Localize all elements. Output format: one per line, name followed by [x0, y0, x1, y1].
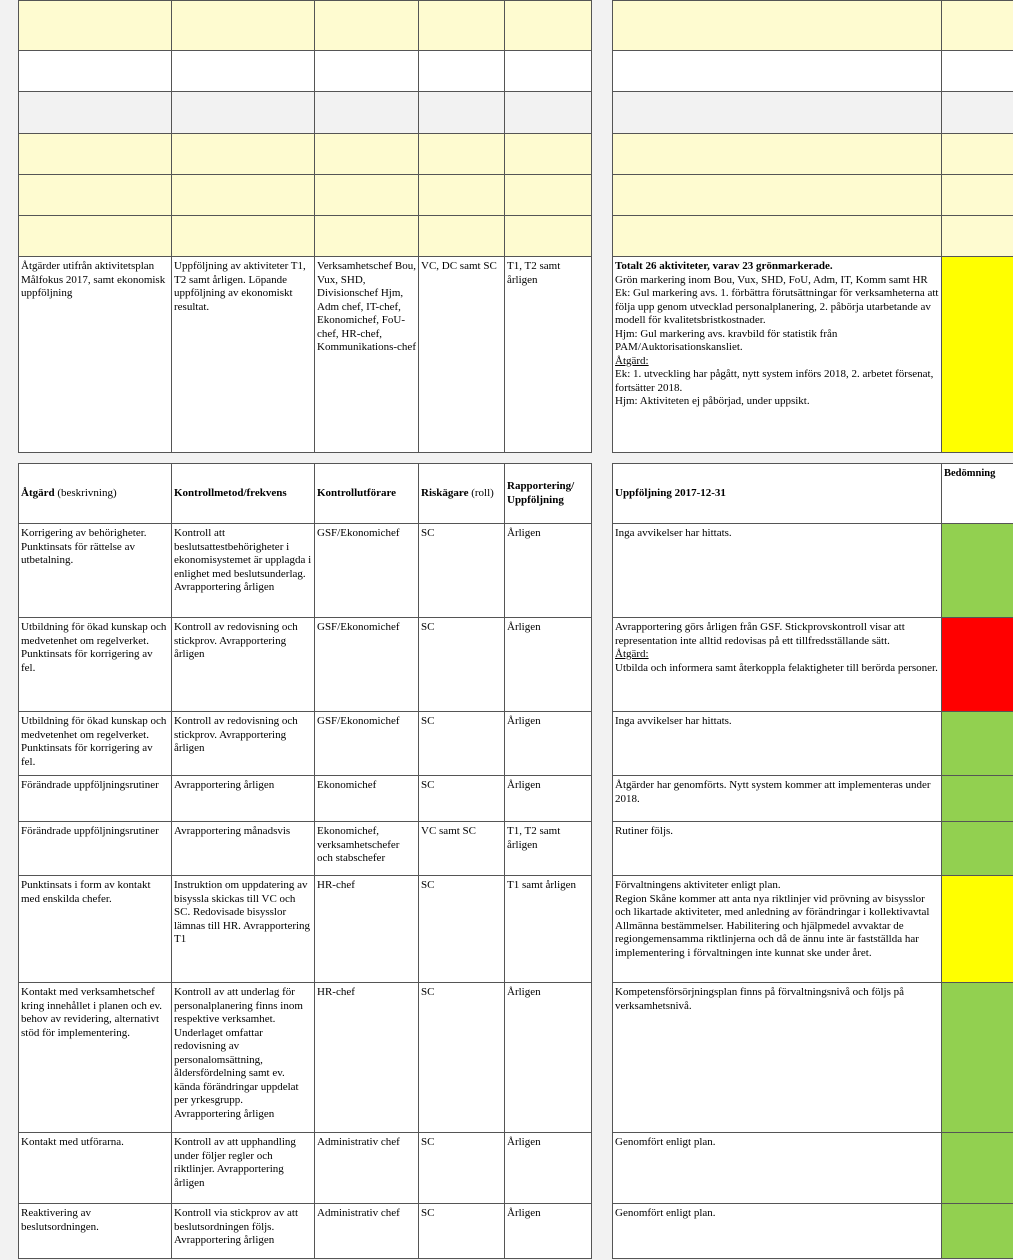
table-row [613, 524, 1013, 618]
cell-uppfoljning [613, 776, 942, 822]
top-rapportering: T1, T2 samt årligen [505, 257, 592, 453]
table-row [613, 983, 1013, 1133]
band-row-2-right [613, 51, 1013, 92]
top-uppfoljning-atgard-line: Hjm: Aktiviteten ej påbörjad, under uppsikt. [615, 395, 810, 407]
cell-kontrollutforare: HR-chef [315, 876, 419, 983]
cell-kontrollmetod: Kontroll att beslutsattestbehörigheter i ekonomisystemet är upplagda i enlighet med beslutsunderlag. Avrapportering årligen [172, 524, 315, 618]
right-top-grid [612, 0, 1013, 453]
table-row [613, 1204, 1013, 1259]
top-uppfoljning-atgard-line: Ek: 1. utveckling har pågått, nytt system införs 2018, 2. arbetet försenat, fortsätter 2018. [615, 368, 934, 394]
cell-kontrollutforare: GSF/Ekonomichef [315, 524, 419, 618]
cell-kontrollmetod: Avrapportering månadsvis [172, 822, 315, 876]
cell-rapportering: T1 samt årligen [505, 876, 592, 983]
table-row [613, 822, 1013, 876]
cell-kontrollutforare: Administrativ chef [315, 1204, 419, 1259]
band-row-1 [19, 1, 592, 51]
cell-atgard: Korrigering av behörigheter. Punktinsats för rättelse av utbetalning. [19, 524, 172, 618]
uppfoljning-text: Åtgärder har genomförts. Nytt system kommer att implementeras under 2018. [615, 779, 931, 805]
bedomning-swatch [942, 618, 1013, 712]
uppfoljning-text: Kompetensförsörjningsplan finns på förvaltningsnivå och följs på verksamhetsnivå. [615, 986, 905, 1012]
table-row [19, 822, 592, 876]
uppfoljning-text: Avrapportering görs årligen från GSF. Stickprovskontroll visar att representation inte alltid redovisas på ett tillfredsställande sätt. [615, 621, 905, 647]
cell-rapportering: Årligen [505, 776, 592, 822]
cell-kontrollmetod: Avrapportering årligen [172, 776, 315, 822]
cell-kontrollutforare: Ekonomichef [315, 776, 419, 822]
header-atgard-bold: Åtgärd [21, 486, 55, 499]
bedomning-swatch [942, 712, 1013, 776]
table-row [613, 876, 1013, 983]
band-row-2 [19, 51, 592, 92]
top-uppfoljning-line: Hjm: Gul markering avs. kravbild för statistik från PAM/Auktorisationskansliet. [615, 327, 838, 353]
right-rows [613, 524, 1013, 1259]
cell-uppfoljning [613, 983, 942, 1133]
cell-atgard: Förändrade uppföljningsrutiner [19, 822, 172, 876]
cell-riskagare: SC [419, 876, 505, 983]
header-rapportering: Rapportering/ Uppföljning [505, 464, 592, 524]
cell-atgard: Reaktivering av beslutsordningen. [19, 1204, 172, 1259]
cell-uppfoljning [613, 1204, 942, 1259]
top-bedomning-swatch [942, 257, 1013, 453]
header-atgard [19, 464, 172, 524]
bedomning-swatch [942, 822, 1013, 876]
cell-kontrollmetod: Instruktion om uppdatering av bisyssla skickas till VC och SC. Redovisade bisysslor lämnas till HR. Avrapportering T1 [172, 876, 315, 983]
cell-uppfoljning [613, 876, 942, 983]
band-row-3-right [613, 92, 1013, 134]
top-data-row [19, 257, 592, 453]
table-row [613, 776, 1013, 822]
uppfoljning-atgard-text: Utbilda och informera samt återkoppla felaktigheter till berörda personer. [615, 661, 938, 674]
table-row [613, 618, 1013, 712]
header-atgard-rest: (beskrivning) [54, 486, 117, 499]
top-uppfoljning-heading: Totalt 26 aktiviteter, varav 23 grönmarkerade. [615, 260, 833, 272]
band-row-5-right [613, 175, 1013, 216]
header-kontrollmetod: Kontrollmetod/frekvens [172, 464, 315, 524]
top-uppfoljning-atgard-label: Åtgärd: [615, 354, 649, 367]
cell-rapportering: Årligen [505, 1204, 592, 1259]
cell-atgard: Kontakt med utförarna. [19, 1133, 172, 1204]
cell-uppfoljning [613, 1133, 942, 1204]
right-main-table [612, 463, 1013, 1259]
left-main-table [18, 463, 591, 1259]
top-uppfoljning-row [613, 257, 1013, 453]
header-kontrollutforare: Kontrollutförare [315, 464, 419, 524]
table-row [19, 776, 592, 822]
header-uppfoljning: Uppföljning 2017-12-31 [613, 464, 942, 524]
cell-kontrollutforare: HR-chef [315, 983, 419, 1133]
band-row-6-right [613, 216, 1013, 257]
band-row-5 [19, 175, 592, 216]
uppfoljning-atgard-label: Åtgärd: [615, 648, 649, 660]
bedomning-swatch [942, 1204, 1013, 1259]
uppfoljning-text: Genomfört enligt plan. [615, 1136, 716, 1148]
right-top-table [612, 0, 1013, 453]
cell-riskagare: SC [419, 1133, 505, 1204]
cell-uppfoljning [613, 822, 942, 876]
left-top-table [18, 0, 591, 453]
top-kontrollmetod: Uppföljning av aktiviteter T1, T2 samt årligen. Löpande uppföljning av ekonomiskt resultat. [172, 257, 315, 453]
cell-riskagare: SC [419, 712, 505, 776]
band-row-4-right [613, 134, 1013, 175]
band-row-1-right [613, 1, 1013, 51]
table-row [19, 1204, 592, 1259]
table-row [19, 1133, 592, 1204]
header-row [19, 464, 592, 524]
band-row-6 [19, 216, 592, 257]
table-row [613, 712, 1013, 776]
cell-rapportering: Årligen [505, 983, 592, 1133]
cell-atgard: Förändrade uppföljningsrutiner [19, 776, 172, 822]
cell-atgard: Kontakt med verksamhetschef kring innehållet i planen och ev. behov av revidering, alternativt stöd för implementering. [19, 983, 172, 1133]
bedomning-swatch [942, 983, 1013, 1133]
cell-kontrollmetod: Kontroll av redovisning och stickprov. Avrapportering årligen [172, 618, 315, 712]
cell-kontrollmetod: Kontroll via stickprov av att beslutsordningen följs. Avrapportering årligen [172, 1204, 315, 1259]
top-kontrollutforare: Verksamhetschef Bou, Vux, SHD, Divisionschef Hjm, Adm chef, IT-chef, Ekonomichef, FoU-chef, HR-chef, Kommunikations-chef [315, 257, 419, 453]
bedomning-swatch [942, 1133, 1013, 1204]
table-row [19, 712, 592, 776]
cell-uppfoljning [613, 712, 942, 776]
bedomning-swatch [942, 524, 1013, 618]
cell-kontrollutforare: Administrativ chef [315, 1133, 419, 1204]
cell-atgard: Utbildning för ökad kunskap och medvetenhet om regelverket. Punktinsats för korrigering av fel. [19, 712, 172, 776]
cell-riskagare: SC [419, 776, 505, 822]
top-uppfoljning-line: Ek: Gul markering avs. 1. förbättra förutsättningar för verksamheterna att följa upp genom utvecklad personalplanering, 2. påbörja utarbetande av modell för kvalitetsbristkostnader. [615, 287, 939, 326]
uppfoljning-text: Region Skåne kommer att anta nya riktlinjer vid prövning av bisysslor och likartade aktiviteter, med anledning av förändringar i kollektivavtal Allmänna bestämmelser. Habilitering och hjälpmedel avvaktar de regiongemensamma riktlinjerna och då de ännu inte är fastställda har implementering i förvaltningen inte kunnat ske under året. [615, 892, 930, 959]
top-uppfoljning [613, 257, 942, 453]
cell-uppfoljning [613, 524, 942, 618]
table-row [19, 876, 592, 983]
uppfoljning-text: Inga avvikelser har hittats. [615, 527, 732, 539]
cell-riskagare: SC [419, 1204, 505, 1259]
header-riskagare-bold: Riskägare [421, 486, 469, 499]
cell-kontrollutforare: GSF/Ekonomichef [315, 712, 419, 776]
top-uppfoljning-line: Grön markering inom Bou, Vux, SHD, FoU, Adm, IT, Komm samt HR [615, 273, 928, 286]
table-row [613, 1133, 1013, 1204]
cell-rapportering: Årligen [505, 618, 592, 712]
uppfoljning-text: Inga avvikelser har hittats. [615, 715, 732, 727]
cell-riskagare: SC [419, 983, 505, 1133]
right-main-grid [612, 463, 1013, 1259]
table-row [19, 983, 592, 1133]
cell-rapportering: Årligen [505, 1133, 592, 1204]
bedomning-swatch [942, 776, 1013, 822]
uppfoljning-text: Genomfört enligt plan. [615, 1207, 716, 1219]
left-top-grid [18, 0, 592, 453]
left-main-grid [18, 463, 592, 1259]
cell-atgard: Punktinsats i form av kontakt med enskilda chefer. [19, 876, 172, 983]
cell-atgard: Utbildning för ökad kunskap och medvetenhet om regelverket. Punktinsats för korrigering av fel. [19, 618, 172, 712]
top-atgard: Åtgärder utifrån aktivitetsplan Målfokus 2017, samt ekonomisk uppföljning [19, 257, 172, 453]
cell-riskagare: SC [419, 618, 505, 712]
left-rows [19, 524, 592, 1259]
band-row-3 [19, 92, 592, 134]
cell-kontrollmetod: Kontroll av redovisning och stickprov. Avrapportering årligen [172, 712, 315, 776]
top-riskagare: VC, DC samt SC [419, 257, 505, 453]
cell-kontrollmetod: Kontroll av att underlag för personalplanering finns inom respektive verksamhet. Underlaget omfattar redovisning av personalomsättning, åldersfördelning samt ev. kända förändringar uppdelat per yrkesgrupp. Avrapportering årligen [172, 983, 315, 1133]
cell-kontrollutforare: Ekonomichef, verksamhetschefer och stabschefer [315, 822, 419, 876]
cell-riskagare: SC [419, 524, 505, 618]
table-row [19, 618, 592, 712]
cell-rapportering: Årligen [505, 712, 592, 776]
cell-kontrollmetod: Kontroll av att upphandling under följer regler och riktlinjer. Avrapportering årligen [172, 1133, 315, 1204]
table-row [19, 524, 592, 618]
band-row-4 [19, 134, 592, 175]
uppfoljning-text: Förvaltningens aktiviteter enligt plan. [615, 879, 781, 891]
header-riskagare-rest: (roll) [468, 486, 494, 499]
cell-kontrollutforare: GSF/Ekonomichef [315, 618, 419, 712]
header-bedomning: Bedömning [942, 464, 1013, 524]
bedomning-swatch [942, 876, 1013, 983]
cell-rapportering: T1, T2 samt årligen [505, 822, 592, 876]
header-row-right [613, 464, 1013, 524]
cell-uppfoljning [613, 618, 942, 712]
header-riskagare [419, 464, 505, 524]
cell-rapportering: Årligen [505, 524, 592, 618]
cell-riskagare: VC samt SC [419, 822, 505, 876]
uppfoljning-text: Rutiner följs. [615, 825, 674, 837]
